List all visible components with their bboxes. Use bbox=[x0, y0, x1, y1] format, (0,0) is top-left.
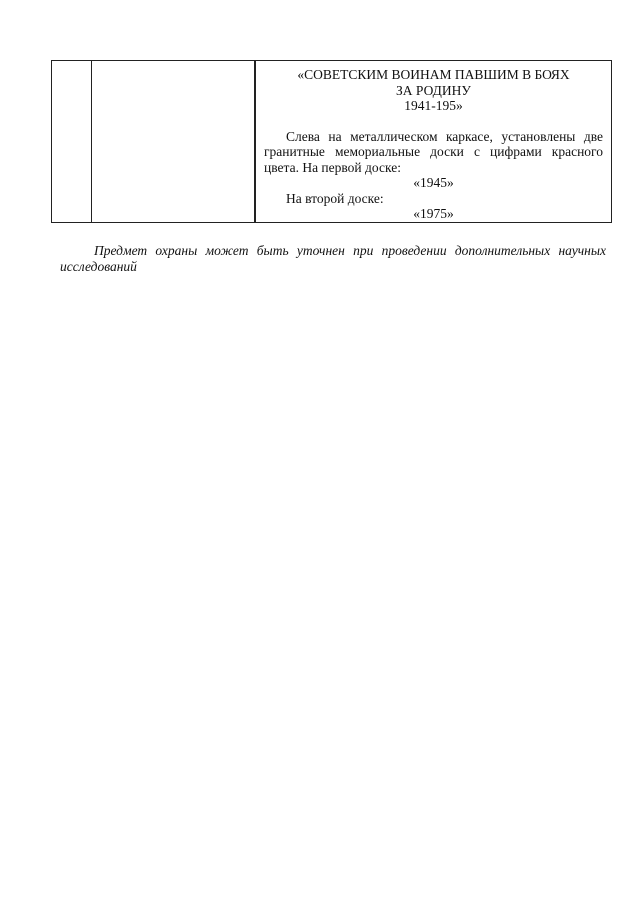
table-row bbox=[52, 61, 612, 223]
row-description-cell bbox=[256, 61, 612, 223]
description-paragraph: Слева на металлическом каркасе, установлены две гранитные мемориальные доски с цифрами красного цвета. На первой доске: bbox=[264, 128, 603, 175]
footnote-text: Предмет охраны может быть уточнен при проведении дополнительных научных исследований bbox=[60, 243, 606, 274]
spacer bbox=[264, 114, 603, 129]
inscription-line-1: «СОВЕТСКИМ ВОИНАМ ПАВШИМ В БОЯХ bbox=[297, 67, 570, 82]
row-number-cell bbox=[52, 61, 92, 223]
first-board-value: «1945» bbox=[413, 175, 454, 190]
inscription-line-2: ЗА РОДИНУ bbox=[396, 82, 471, 98]
second-board-value: «1975» bbox=[413, 206, 454, 221]
inscription-line-3: 1941-195» bbox=[404, 98, 463, 113]
row-name-cell bbox=[92, 61, 255, 223]
protection-subject-table bbox=[51, 60, 612, 223]
second-board-label: На второй доске: bbox=[286, 190, 384, 206]
